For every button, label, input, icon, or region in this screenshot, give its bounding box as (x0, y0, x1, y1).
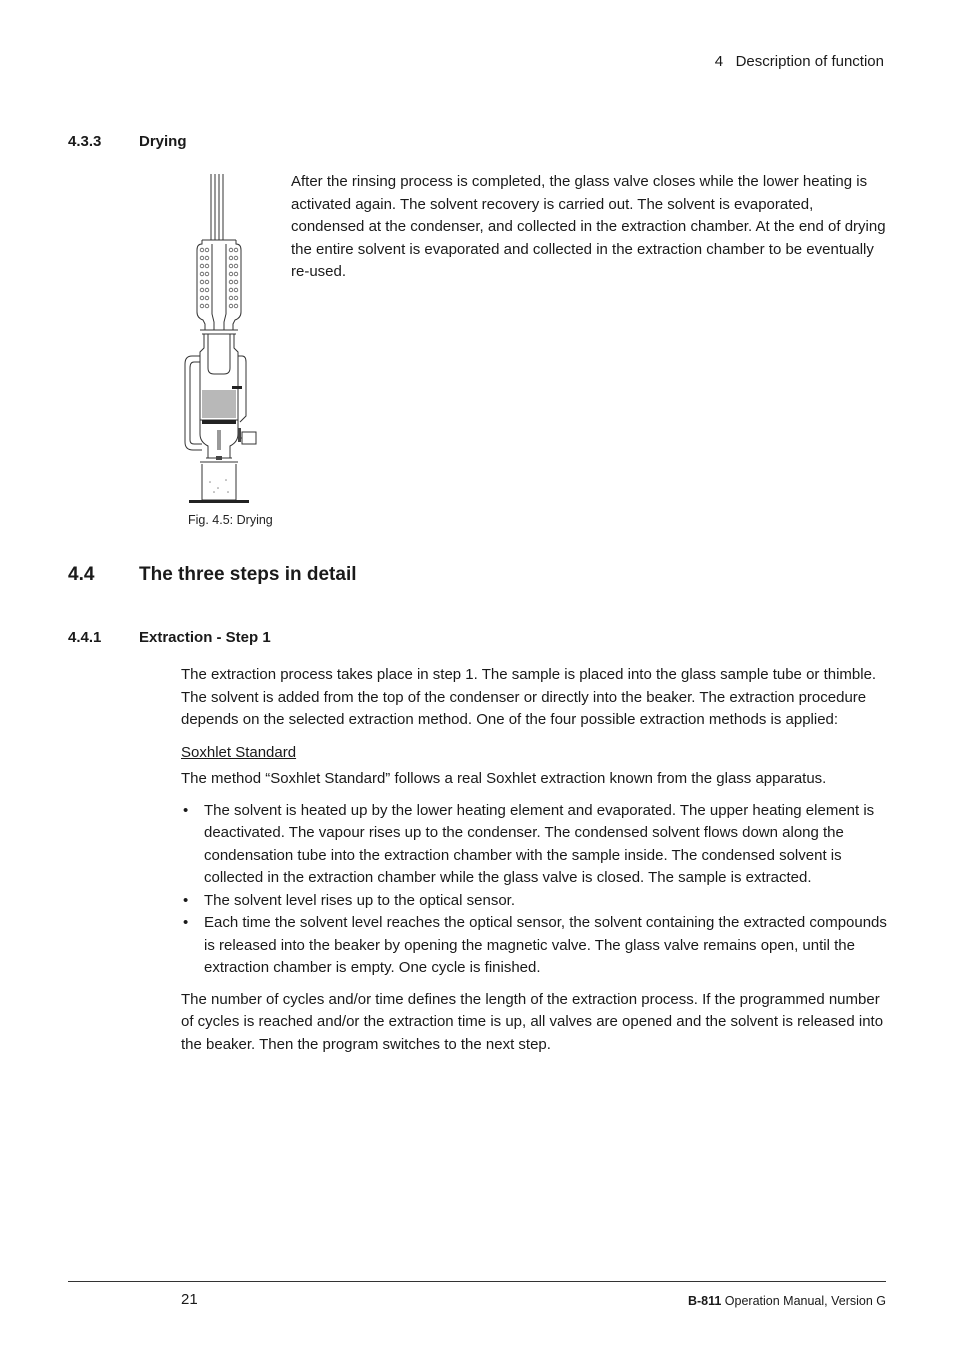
list-item: • The solvent is heated up by the lower heating element and evaporated. The upper heating element is deactivated. The vapour rises up to the condenser. The condensed solvent flows down along the condensation tube into the extraction chamber with the sample inside. The condensed solvent is collected in the extraction chamber while the glass valve is closed. The sample is extracted. (181, 800, 889, 890)
running-header: 4 Description of function (714, 53, 884, 70)
intro-paragraph: The extraction process takes place in step 1. The sample is placed into the glass sample tube or thimble. The solvent is added from the top of the condenser or directly into the beaker. The extraction procedure depends on the selected extraction method. One of the four possible extraction methods is applied: (181, 666, 877, 728)
extraction-step-body (181, 664, 889, 1056)
section-heading-4-4-1 (68, 629, 468, 649)
method-subheading: Soxhlet Standard (181, 743, 297, 761)
footer-divider (68, 1281, 886, 1282)
section-number: 4.3.3 (68, 133, 102, 150)
step-bullet-list (181, 800, 889, 980)
page-number: 21 (181, 1291, 198, 1308)
section-heading-4-3-3 (68, 133, 368, 153)
section-heading-4-4 (68, 564, 568, 590)
section-number: 4.4 (68, 564, 95, 585)
section-number: 4.4.1 (68, 629, 102, 646)
method-paragraph: The method “Soxhlet Standard” follows a real Soxhlet extraction known from the glass apparatus. (181, 770, 827, 787)
section-title: The three steps in detail (139, 564, 357, 585)
list-item: • Each time the solvent level reaches the optical sensor, the solvent containing the extracted compounds is released into the beaker by opening the magnetic valve. The glass valve remains open, until the extraction chamber is empty. One cycle is finished. (181, 912, 889, 980)
drying-apparatus-figure (180, 172, 270, 507)
product-name: B-811 (687, 1294, 722, 1308)
drying-paragraph: After the rinsing process is completed, the glass valve closes while the lower heating is activated again. The solvent recovery is carried out. The solvent is evaporated, condensed at the condenser, and collected in the extraction chamber. At the end of drying the entire solvent is evaporated and collected in the extraction chamber to be eventually re-used. (291, 173, 886, 280)
footer-manual-title (688, 1294, 886, 1308)
section-title: Extraction - Step 1 (139, 629, 271, 646)
figure-caption: Fig. 4.5: Drying (188, 513, 273, 527)
closing-paragraph: The number of cycles and/or time defines the length of the extraction process. If the programmed number of cycles is reached and/or the extraction time is up, all valves are opened and the solvent is released into the beaker. Then the program switches to the next step. (181, 990, 884, 1053)
manual-version: Operation Manual, Version G (721, 1294, 886, 1308)
list-item: • The solvent level rises up to the optical sensor. (181, 890, 889, 913)
section-title: Drying (139, 133, 187, 150)
